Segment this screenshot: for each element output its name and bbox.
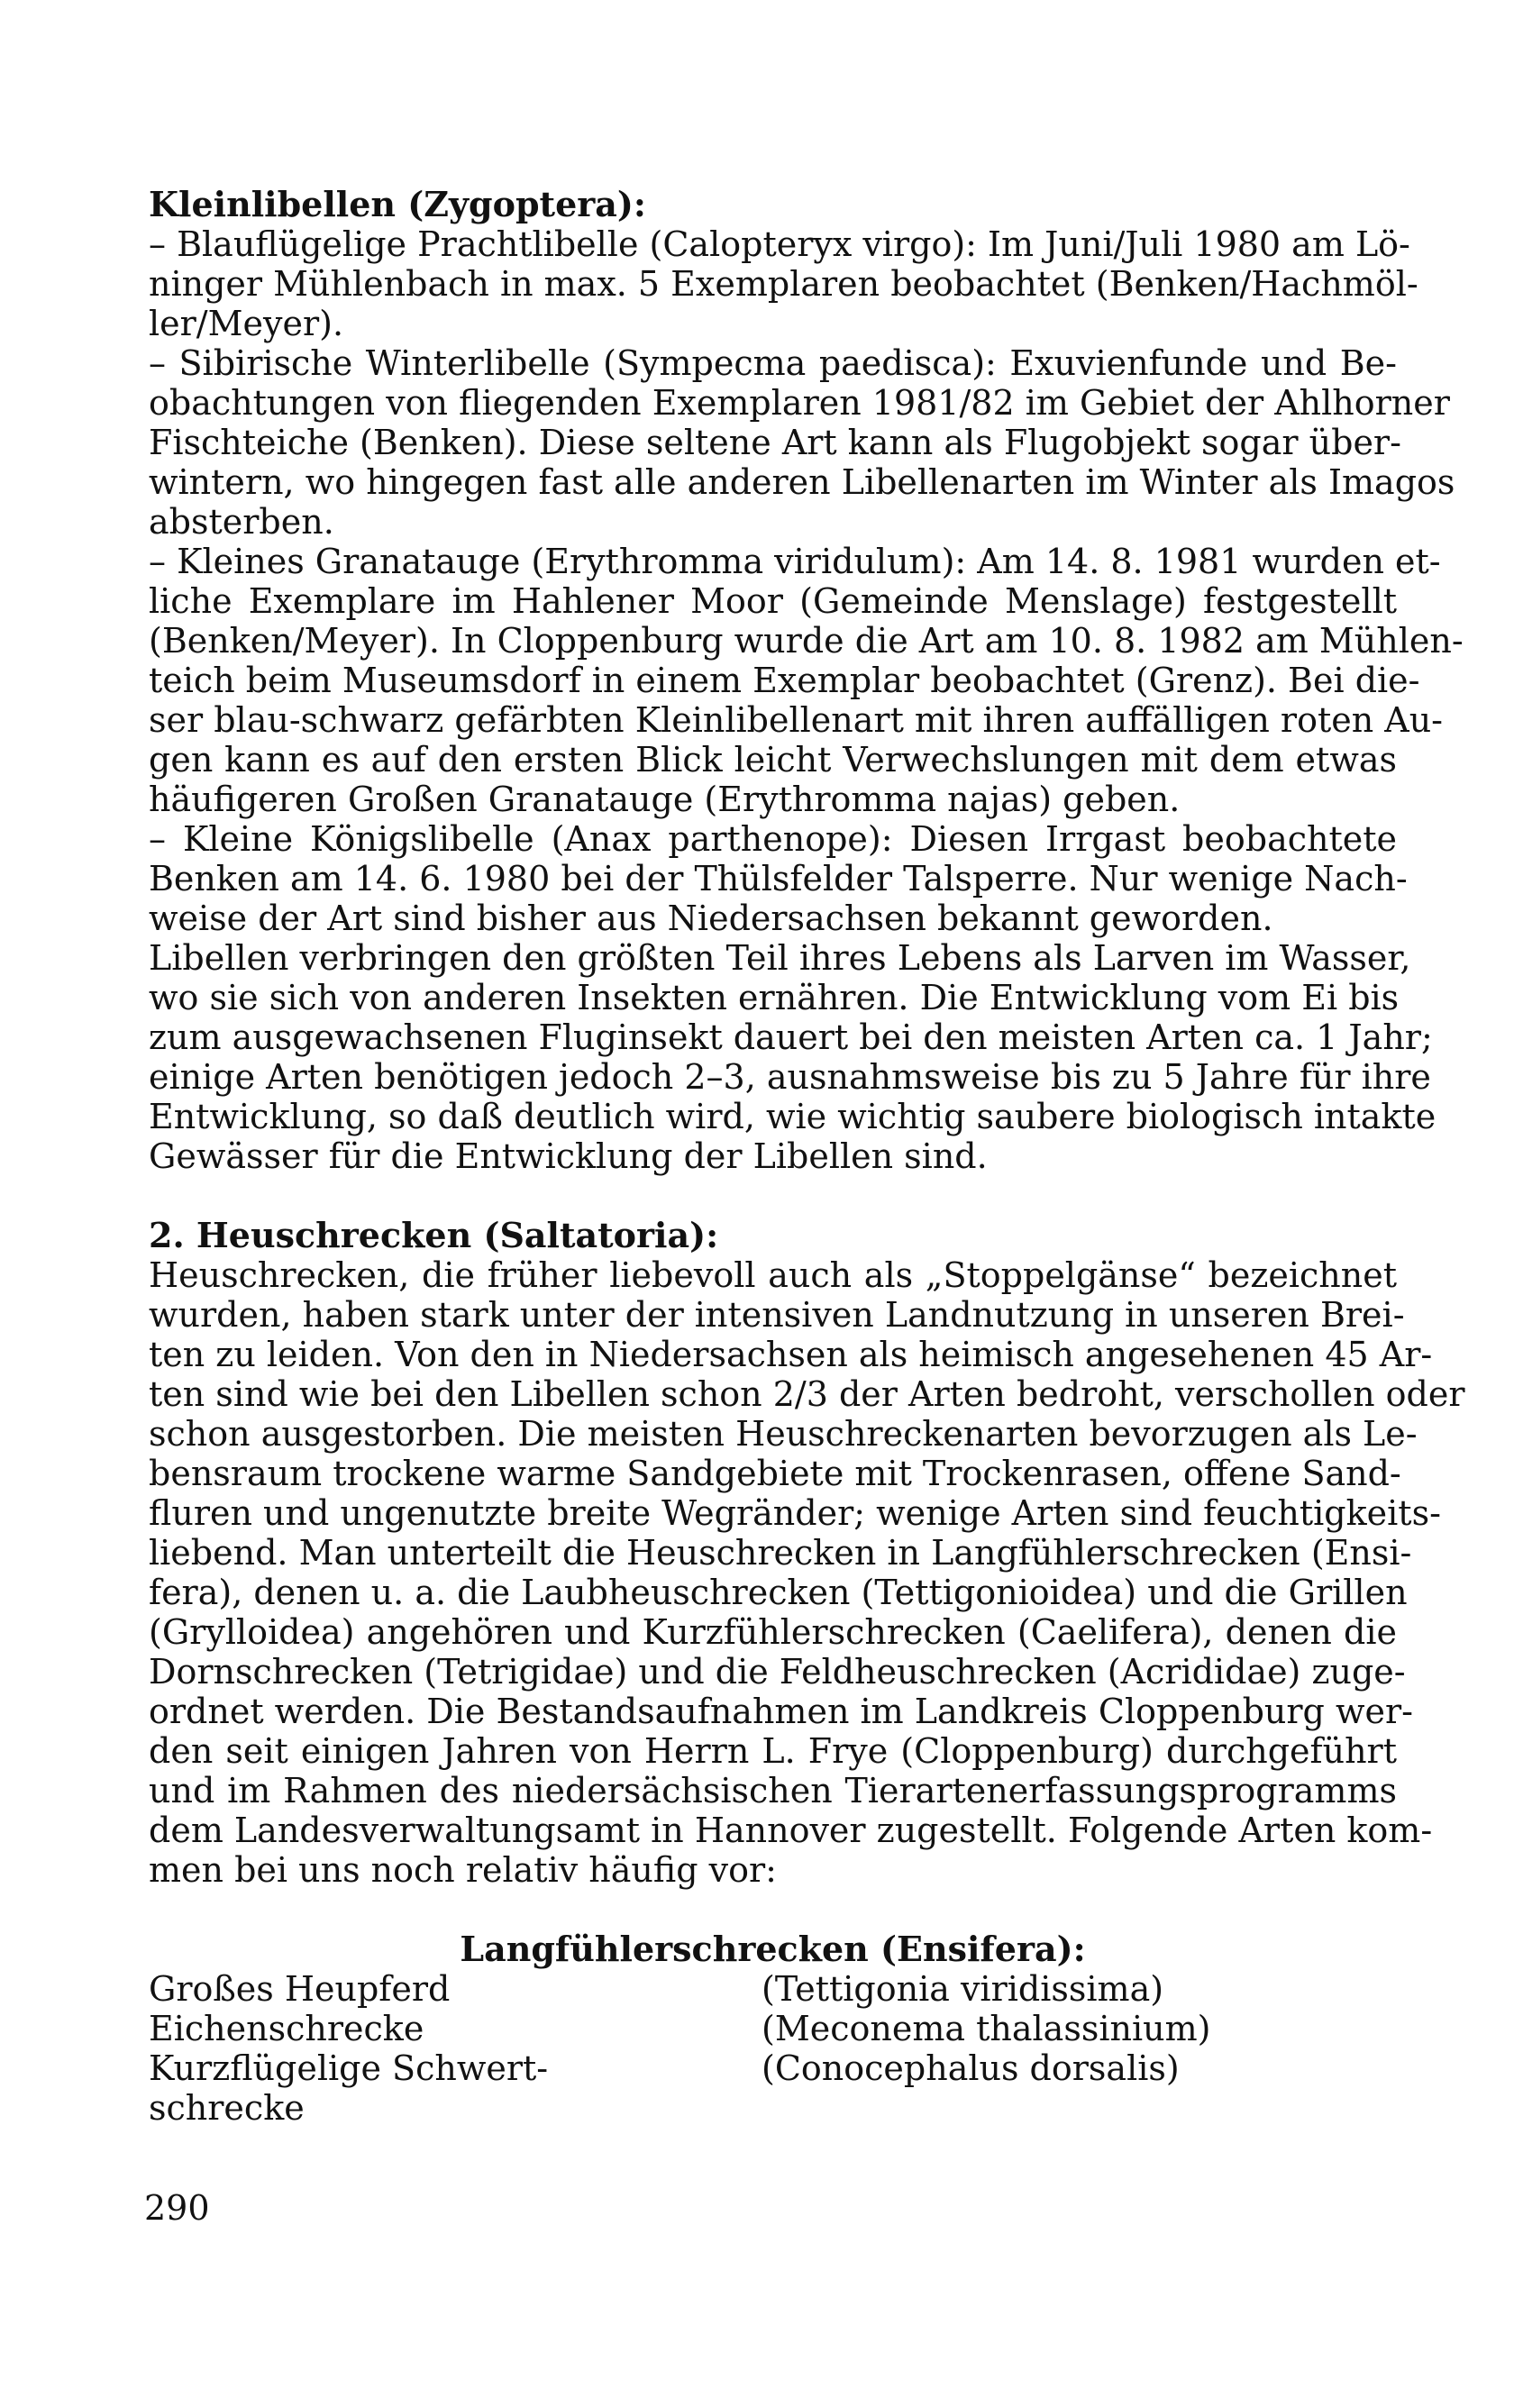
text-line: Benken am 14. 6. 1980 bei der Thülsfelder Talsperre. Nur wenige Nach- [149,859,1408,898]
text-line: Entwicklung, so daß deutlich wird, wie wichtig saubere biologisch intakte [149,1097,1436,1136]
species-latin-name [762,2088,1397,2128]
text-line: ser blau-schwarz gefärbten Kleinlibellenart mit ihren auffälligen roten Au- [149,700,1444,740]
species-table-title: Langfühlerschrecken (Ensifera): [460,1929,1086,1969]
section-heading-heuschrecken: 2. Heuschrecken (Saltatoria): [149,1215,719,1255]
text-line: den seit einigen Jahren von Herrn L. Frye (Cloppenburg) durchgeführt [149,1731,1397,1771]
page-content [149,184,1465,2128]
text-line: ten zu leiden. Von den in Niedersachsen als heimisch angesehenen 45 Ar- [149,1335,1433,1374]
text-line: – Blauflügelige Prachtlibelle (Calopteryx virgo): Im Juni/Juli 1980 am Lö- [149,224,1410,264]
species-common-name: schrecke [149,2088,305,2128]
text-line: und im Rahmen des niedersächsischen Tierartenerfassungsprogramms [149,1771,1397,1811]
text-line: wo sie sich von anderen Insekten ernähren. Die Entwicklung vom Ei bis [149,978,1400,1017]
text-line: Fischteiche (Benken). Diese seltene Art kann als Flugobjekt sogar über- [149,423,1401,462]
text-line: (Grylloidea) angehören und Kurzfühlerschrecken (Caelifera), denen die [149,1612,1397,1652]
text-line: – Kleines Granatauge (Erythromma viridulum): Am 14. 8. 1981 wurden et- [149,542,1441,581]
spacer [149,1890,1397,1929]
section-body-kleinlibellen [149,224,1464,1176]
text-line: einige Arten benötigen jedoch 2–3, ausnahmsweise bis zu 5 Jahre für ihre [149,1057,1431,1097]
text-line: liche Exemplare im Hahlener Moor (Gemeinde Menslage) festgestellt [149,581,1397,621]
text-line: Gewässer für die Entwicklung der Libellen sind. [149,1136,988,1176]
species-latin-name: (Conocephalus dorsalis) [762,2048,1180,2088]
table-row [149,2048,1397,2088]
text-line: – Kleine Königslibelle (Anax parthenope): Diesen Irrgast beobachtete [149,819,1397,859]
species-latin-name: (Tettigonia viridissima) [762,1969,1164,2009]
species-common-name: Kurzflügelige Schwert- [149,2048,549,2088]
text-line: ler/Meyer). [149,304,344,343]
text-line: ten sind wie bei den Libellen schon 2/3 der Arten bedroht, verschollen oder [149,1374,1465,1414]
spacer [149,1176,1397,1216]
species-common-name: Großes Heupferd [149,1969,451,2009]
table-row [149,2009,1397,2048]
text-line: zum ausgewachsenen Fluginsekt dauert bei den meisten Arten ca. 1 Jahr; [149,1017,1433,1057]
species-common-name: Eichenschrecke [149,2009,424,2048]
text-line: teich beim Museumsdorf in einem Exemplar beobachtet (Grenz). Bei die- [149,661,1420,700]
text-line: Heuschrecken, die früher liebevoll auch als „Stoppelgänse“ bezeichnet [149,1255,1397,1295]
text-line: dem Landesverwaltungsamt in Hannover zugestellt. Folgende Arten kom- [149,1811,1433,1850]
species-table [149,1969,1397,2128]
table-row [149,1969,1397,2009]
page-number: 290 [144,2188,210,2228]
text-line: schon ausgestorben. Die meisten Heuschreckenarten bevorzugen als Le- [149,1414,1418,1454]
table-row [149,2088,1397,2128]
text-line: fera), denen u. a. die Laubheuschrecken (Tettigonioidea) und die Grillen [149,1573,1408,1612]
text-line: wintern, wo hingegen fast alle anderen Libellenarten im Winter als Imagos [149,462,1455,502]
text-line: absterben. [149,502,334,542]
species-latin-name: (Meconema thalassinium) [762,2009,1211,2048]
section-heading-kleinlibellen: Kleinlibellen (Zygoptera): [149,184,646,224]
text-line: häufigeren Großen Granatauge (Erythromma najas) geben. [149,780,1181,819]
text-line: Dornschrecken (Tetrigidae) und die Feldheuschrecken (Acrididae) zuge- [149,1652,1406,1692]
text-line: ninger Mühlenbach in max. 5 Exemplaren beobachtet (Benken/Hachmöl- [149,264,1418,304]
text-line: obachtungen von fliegenden Exemplaren 1981/82 im Gebiet der Ahlhorner [149,383,1450,423]
text-line: bensraum trockene warme Sandgebiete mit Trockenrasen, offene Sand- [149,1454,1401,1493]
text-line: fluren und ungenutzte breite Wegränder; wenige Arten sind feuchtigkeits- [149,1493,1441,1533]
text-line: weise der Art sind bisher aus Niedersachsen bekannt geworden. [149,898,1273,938]
text-line: men bei uns noch relativ häufig vor: [149,1850,777,1890]
text-line: – Sibirische Winterlibelle (Sympecma paedisca): Exuvienfunde und Be- [149,343,1397,383]
text-line: gen kann es auf den ersten Blick leicht Verwechslungen mit dem etwas [149,740,1397,780]
section-body-heuschrecken [149,1255,1465,1890]
text-line: liebend. Man unterteilt die Heuschrecken in Langfühlerschrecken (Ensi- [149,1533,1412,1573]
text-line: (Benken/Meyer). In Cloppenburg wurde die Art am 10. 8. 1982 am Mühlen- [149,621,1464,661]
text-line: ordnet werden. Die Bestandsaufnahmen im Landkreis Cloppenburg wer- [149,1692,1413,1731]
text-line: wurden, haben stark unter der intensiven Landnutzung in unseren Brei- [149,1295,1405,1335]
text-line: Libellen verbringen den größten Teil ihres Lebens als Larven im Wasser, [149,938,1411,978]
